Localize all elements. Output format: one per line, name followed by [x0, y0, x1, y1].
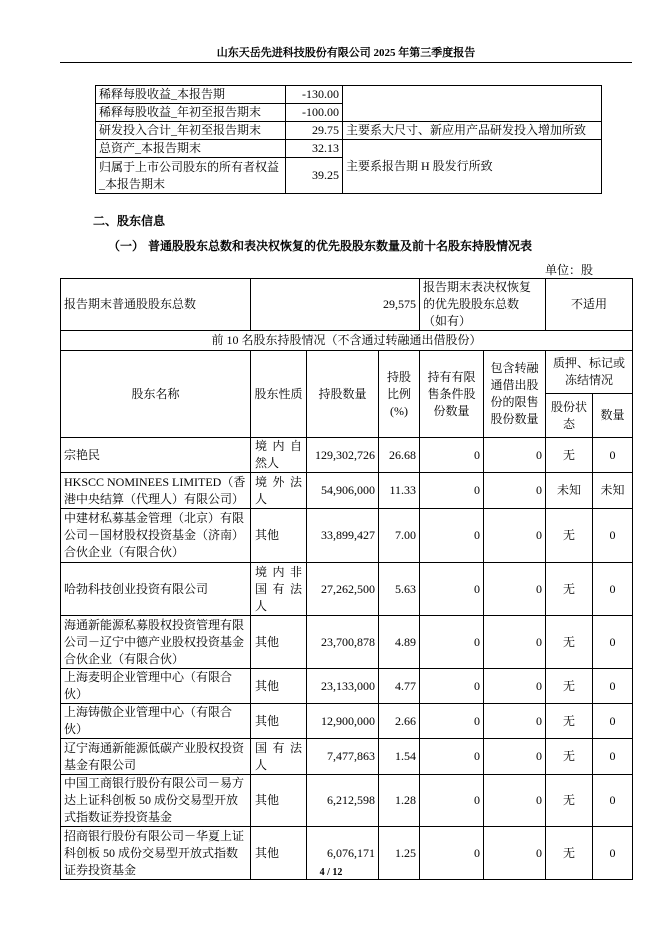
pledge-qty: 0 — [593, 669, 633, 704]
share-ratio: 1.25 — [379, 827, 420, 880]
share-ratio: 26.68 — [379, 438, 420, 473]
lent-restricted-shares: 0 — [484, 473, 546, 509]
pledge-status: 无 — [546, 438, 593, 473]
lent-restricted-shares: 0 — [484, 775, 546, 827]
indicator-value: -130.00 — [286, 86, 343, 104]
shareholder-name: 中国工商银行股份有限公司－易方达上证科创板 50 成份交易型开放式指数证券投资基金 — [61, 775, 251, 827]
indicator-note: 主要系报告期 H 股发行所致 — [343, 140, 602, 194]
table-row — [61, 739, 633, 775]
indicator-value: 39.25 — [286, 158, 343, 194]
pledge-status: 无 — [546, 827, 593, 880]
shareholder-name: 招商银行股份有限公司－华夏上证科创板 50 成份交易型开放式指数证券投资基金 — [61, 827, 251, 880]
share-ratio: 1.28 — [379, 775, 420, 827]
lent-restricted-shares: 0 — [484, 704, 546, 739]
header-row — [61, 351, 633, 394]
shareholder-name: 海通新能源私募股权投资管理有限公司－辽宁中德产业股权投资基金合伙企业（有限合伙） — [61, 616, 251, 669]
pledge-status: 无 — [546, 669, 593, 704]
shares-held: 7,477,863 — [307, 739, 379, 775]
pledge-qty: 0 — [593, 438, 633, 473]
indicator-label: 稀释每股收益_本报告期 — [96, 86, 286, 104]
shareholder-name: HKSCC NOMINEES LIMITED（香港中央结算（代理人）有限公司） — [61, 473, 251, 509]
header-lent-restricted: 包含转融通借出股份的限售股份数量 — [484, 351, 546, 438]
indicator-value: 32.13 — [286, 140, 343, 158]
pledge-status: 无 — [546, 739, 593, 775]
preferred-shareholders-label: 报告期末表决权恢复的优先股股东总数（如有） — [420, 279, 546, 331]
total-shareholders-label: 报告期末普通股股东总数 — [61, 279, 251, 331]
page-header: 山东天岳先进科技股份有限公司 2025 年第三季度报告 — [60, 45, 632, 63]
table-row — [61, 563, 633, 616]
indicator-value: 29.75 — [286, 122, 343, 140]
pledge-status: 未知 — [546, 473, 593, 509]
shareholder-nature: 其他 — [251, 704, 307, 739]
share-ratio: 7.00 — [379, 509, 420, 563]
restricted-shares: 0 — [420, 739, 484, 775]
header-pledge-qty: 数量 — [593, 394, 633, 438]
header-pledge: 质押、标记或冻结情况 — [546, 351, 633, 394]
shareholder-nature: 其他 — [251, 669, 307, 704]
pledge-qty: 未知 — [593, 473, 633, 509]
shares-held: 129,302,726 — [307, 438, 379, 473]
shares-held: 23,133,000 — [307, 669, 379, 704]
pledge-qty: 0 — [593, 827, 633, 880]
shares-held: 12,900,000 — [307, 704, 379, 739]
subsection-title — [108, 238, 532, 255]
pledge-qty: 0 — [593, 739, 633, 775]
restricted-shares: 0 — [420, 509, 484, 563]
subsection-text: 普通股股东总数和表决权恢复的优先股股东数量及前十名股东持股情况表 — [148, 239, 533, 253]
indicator-label: 研发投入合计_年初至报告期末 — [96, 122, 286, 140]
shareholder-table — [60, 278, 633, 880]
section-title: 二、股东信息 — [93, 214, 166, 228]
table-row — [61, 704, 633, 739]
share-ratio: 1.54 — [379, 739, 420, 775]
table-row — [61, 669, 633, 704]
shareholder-nature: 其他 — [251, 827, 307, 880]
lent-restricted-shares: 0 — [484, 827, 546, 880]
shareholder-name: 中建材私募基金管理（北京）有限公司－国材股权投资基金（济南）合伙企业（有限合伙） — [61, 509, 251, 563]
lent-restricted-shares: 0 — [484, 739, 546, 775]
indicator-note — [343, 86, 602, 122]
restricted-shares: 0 — [420, 775, 484, 827]
shareholder-name: 上海麦明企业管理中心（有限合伙） — [61, 669, 251, 704]
pledge-status: 无 — [546, 704, 593, 739]
header-pledge-status: 股份状态 — [546, 394, 593, 438]
table-row — [61, 509, 633, 563]
pledge-status: 无 — [546, 563, 593, 616]
total-shareholders-value: 29,575 — [251, 279, 420, 331]
shareholder-name: 辽宁海通新能源低碳产业股权投资基金有限公司 — [61, 739, 251, 775]
pledge-qty: 0 — [593, 509, 633, 563]
shareholder-nature: 境内自然人 — [251, 438, 307, 473]
pledge-qty: 0 — [593, 775, 633, 827]
table-row — [61, 473, 633, 509]
top10-caption: 前 10 名股东持股情况（不含通过转融通出借股份） — [61, 331, 633, 351]
shareholder-nature: 其他 — [251, 616, 307, 669]
unit-label: 单位：股 — [545, 263, 594, 277]
indicator-value: -100.00 — [286, 104, 343, 122]
indicator-label: 总资产_本报告期末 — [96, 140, 286, 158]
restricted-shares: 0 — [420, 704, 484, 739]
share-ratio: 4.77 — [379, 669, 420, 704]
indicator-note: 主要系大尺寸、新应用产品研发投入增加所致 — [343, 122, 602, 140]
share-ratio: 2.66 — [379, 704, 420, 739]
shares-held: 6,212,598 — [307, 775, 379, 827]
pledge-qty: 0 — [593, 704, 633, 739]
shares-held: 27,262,500 — [307, 563, 379, 616]
restricted-shares: 0 — [420, 827, 484, 880]
header-restricted: 持有有限售条件股份数量 — [420, 351, 484, 438]
pledge-status: 无 — [546, 616, 593, 669]
table-row — [61, 438, 633, 473]
shares-held: 6,076,171 — [307, 827, 379, 880]
summary-row — [61, 279, 633, 331]
share-ratio: 4.89 — [379, 616, 420, 669]
pledge-qty: 0 — [593, 563, 633, 616]
restricted-shares: 0 — [420, 616, 484, 669]
restricted-shares: 0 — [420, 669, 484, 704]
table-row — [61, 775, 633, 827]
shareholder-nature: 其他 — [251, 775, 307, 827]
restricted-shares: 0 — [420, 563, 484, 616]
restricted-shares: 0 — [420, 473, 484, 509]
indicator-label: 归属于上市公司股东的所有者权益_本报告期末 — [96, 158, 286, 194]
header-ratio: 持股比例(%) — [379, 351, 420, 438]
header-shares: 持股数量 — [307, 351, 379, 438]
preferred-shareholders-value: 不适用 — [546, 279, 633, 331]
shares-held: 33,899,427 — [307, 509, 379, 563]
lent-restricted-shares: 0 — [484, 669, 546, 704]
table-row — [96, 86, 602, 104]
pledge-status: 无 — [546, 775, 593, 827]
shareholder-nature: 其他 — [251, 509, 307, 563]
page-number: 4 / 12 — [319, 867, 343, 878]
shares-held: 23,700,878 — [307, 616, 379, 669]
shares-held: 54,906,000 — [307, 473, 379, 509]
header-nature: 股东性质 — [251, 351, 307, 438]
indicator-label: 稀释每股收益_年初至报告期末 — [96, 104, 286, 122]
pledge-qty: 0 — [593, 616, 633, 669]
pledge-status: 无 — [546, 509, 593, 563]
lent-restricted-shares: 0 — [484, 563, 546, 616]
shareholder-name: 哈勃科技创业投资有限公司 — [61, 563, 251, 616]
lent-restricted-shares: 0 — [484, 509, 546, 563]
shareholder-nature: 境外法人 — [251, 473, 307, 509]
financial-indicator-table — [95, 85, 602, 194]
table-row — [96, 140, 602, 158]
table-row — [61, 616, 633, 669]
lent-restricted-shares: 0 — [484, 616, 546, 669]
lent-restricted-shares: 0 — [484, 438, 546, 473]
header-name: 股东名称 — [61, 351, 251, 438]
shareholder-nature: 国有法人 — [251, 739, 307, 775]
shareholder-name: 上海铸傲企业管理中心（有限合伙） — [61, 704, 251, 739]
shareholder-name: 宗艳民 — [61, 438, 251, 473]
caption-row — [61, 331, 633, 351]
shareholder-nature: 境内非国有法人 — [251, 563, 307, 616]
share-ratio: 11.33 — [379, 473, 420, 509]
restricted-shares: 0 — [420, 438, 484, 473]
table-row — [96, 122, 602, 140]
subsection-number: （一） — [108, 239, 145, 253]
share-ratio: 5.63 — [379, 563, 420, 616]
